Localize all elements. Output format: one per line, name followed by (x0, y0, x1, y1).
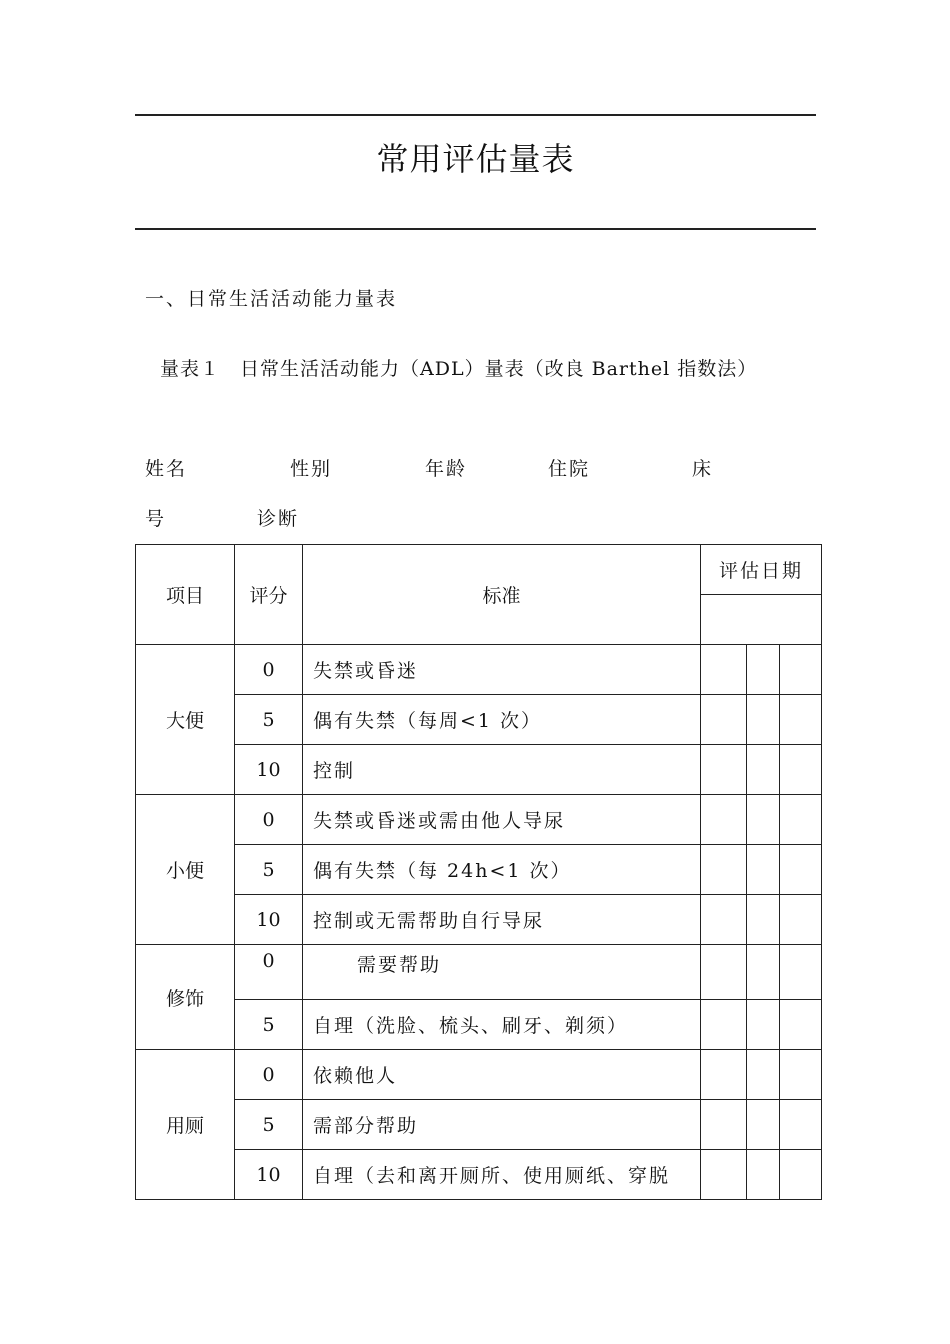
item-cell: 修饰 (136, 945, 235, 1050)
standard-cell: 失禁或昏迷或需由他人导尿 (303, 795, 701, 845)
score-entry-cell[interactable] (701, 745, 747, 795)
standard-cell: 自理（洗脸、梳头、刷牙、剃须） (303, 1000, 701, 1050)
score-cell: 0 (235, 795, 303, 845)
score-entry-cell[interactable] (780, 1050, 822, 1100)
field-diagnosis-label: 诊断 (257, 508, 300, 530)
table-row (136, 895, 822, 945)
table-row (136, 1100, 822, 1150)
score-entry-cell[interactable] (701, 695, 747, 745)
header-item: 项目 (136, 545, 235, 645)
score-entry-cell[interactable] (747, 1000, 780, 1050)
standard-cell: 控制或无需帮助自行导尿 (303, 895, 701, 945)
score-entry-cell[interactable] (780, 945, 822, 1000)
table-row (136, 1150, 822, 1200)
header-row (136, 545, 822, 595)
score-entry-cell[interactable] (747, 1150, 780, 1200)
score-entry-cell[interactable] (747, 845, 780, 895)
table-caption: 量表１ 日常生活活动能力（ADL）量表（改良 Barthel 指数法） (160, 358, 758, 380)
standard-cell: 需部分帮助 (303, 1100, 701, 1150)
score-entry-cell[interactable] (701, 895, 747, 945)
item-cell: 大便 (136, 645, 235, 795)
standard-cell: 依赖他人 (303, 1050, 701, 1100)
score-entry-cell[interactable] (701, 1000, 747, 1050)
standard-cell: 控制 (303, 745, 701, 795)
table-row (136, 1000, 822, 1050)
table-row (136, 795, 822, 845)
score-entry-cell[interactable] (701, 1050, 747, 1100)
field-bed-label-part2: 号 (145, 508, 167, 530)
score-entry-cell[interactable] (780, 1000, 822, 1050)
score-entry-cell[interactable] (780, 695, 822, 745)
field-age-label: 年龄 (425, 458, 468, 480)
table-row (136, 845, 822, 895)
field-admission-label: 住院 (548, 458, 591, 480)
score-entry-cell[interactable] (701, 1100, 747, 1150)
score-entry-cell[interactable] (780, 1150, 822, 1200)
score-cell: 5 (235, 1000, 303, 1050)
score-entry-cell[interactable] (780, 645, 822, 695)
document-title: 常用评估量表 (376, 140, 575, 178)
item-cell: 小便 (136, 795, 235, 945)
score-entry-cell[interactable] (701, 795, 747, 845)
score-entry-cell[interactable] (747, 645, 780, 695)
header-score: 评分 (235, 545, 303, 645)
field-sex-label: 性别 (290, 458, 333, 480)
score-entry-cell[interactable] (747, 895, 780, 945)
item-cell: 用厕 (136, 1050, 235, 1200)
score-entry-cell[interactable] (747, 945, 780, 1000)
title-bottom-rule (135, 228, 816, 230)
score-cell: 0 (235, 1050, 303, 1100)
field-bed-label-part1: 床 (692, 458, 714, 480)
score-entry-cell[interactable] (747, 1100, 780, 1150)
table-row (136, 745, 822, 795)
score-entry-cell[interactable] (780, 745, 822, 795)
field-name-label: 姓名 (145, 458, 188, 480)
adl-table (135, 544, 822, 1200)
score-entry-cell[interactable] (701, 845, 747, 895)
score-entry-cell[interactable] (780, 795, 822, 845)
standard-cell: 需要帮助 (303, 945, 701, 1000)
score-entry-cell[interactable] (701, 1150, 747, 1200)
score-entry-cell[interactable] (780, 845, 822, 895)
score-entry-cell[interactable] (747, 795, 780, 845)
score-cell: 5 (235, 695, 303, 745)
score-entry-cell[interactable] (780, 1100, 822, 1150)
score-cell: 0 (235, 945, 303, 1000)
table-row (136, 1050, 822, 1100)
top-rule (135, 114, 816, 116)
header-standard: 标准 (303, 545, 701, 645)
score-cell: 10 (235, 895, 303, 945)
section-heading: 一、日常生活活动能力量表 (145, 288, 398, 310)
score-entry-cell[interactable] (701, 645, 747, 695)
score-entry-cell[interactable] (780, 895, 822, 945)
score-entry-cell[interactable] (701, 945, 747, 1000)
table-row (136, 645, 822, 695)
standard-cell: 偶有失禁（每 24h<1 次） (303, 845, 701, 895)
score-cell: 10 (235, 1150, 303, 1200)
header-eval-date: 评估日期 (701, 545, 822, 595)
score-cell: 0 (235, 645, 303, 695)
table-row (136, 695, 822, 745)
score-cell: 5 (235, 1100, 303, 1150)
score-entry-cell[interactable] (747, 745, 780, 795)
score-entry-cell[interactable] (747, 1050, 780, 1100)
table-row (136, 945, 822, 1000)
score-cell: 5 (235, 845, 303, 895)
score-entry-cell[interactable] (747, 695, 780, 745)
standard-cell: 自理（去和离开厕所、使用厕纸、穿脱 (303, 1150, 701, 1200)
score-cell: 10 (235, 745, 303, 795)
standard-cell: 偶有失禁（每周<1 次） (303, 695, 701, 745)
standard-cell: 失禁或昏迷 (303, 645, 701, 695)
eval-date-cell[interactable] (701, 595, 822, 645)
